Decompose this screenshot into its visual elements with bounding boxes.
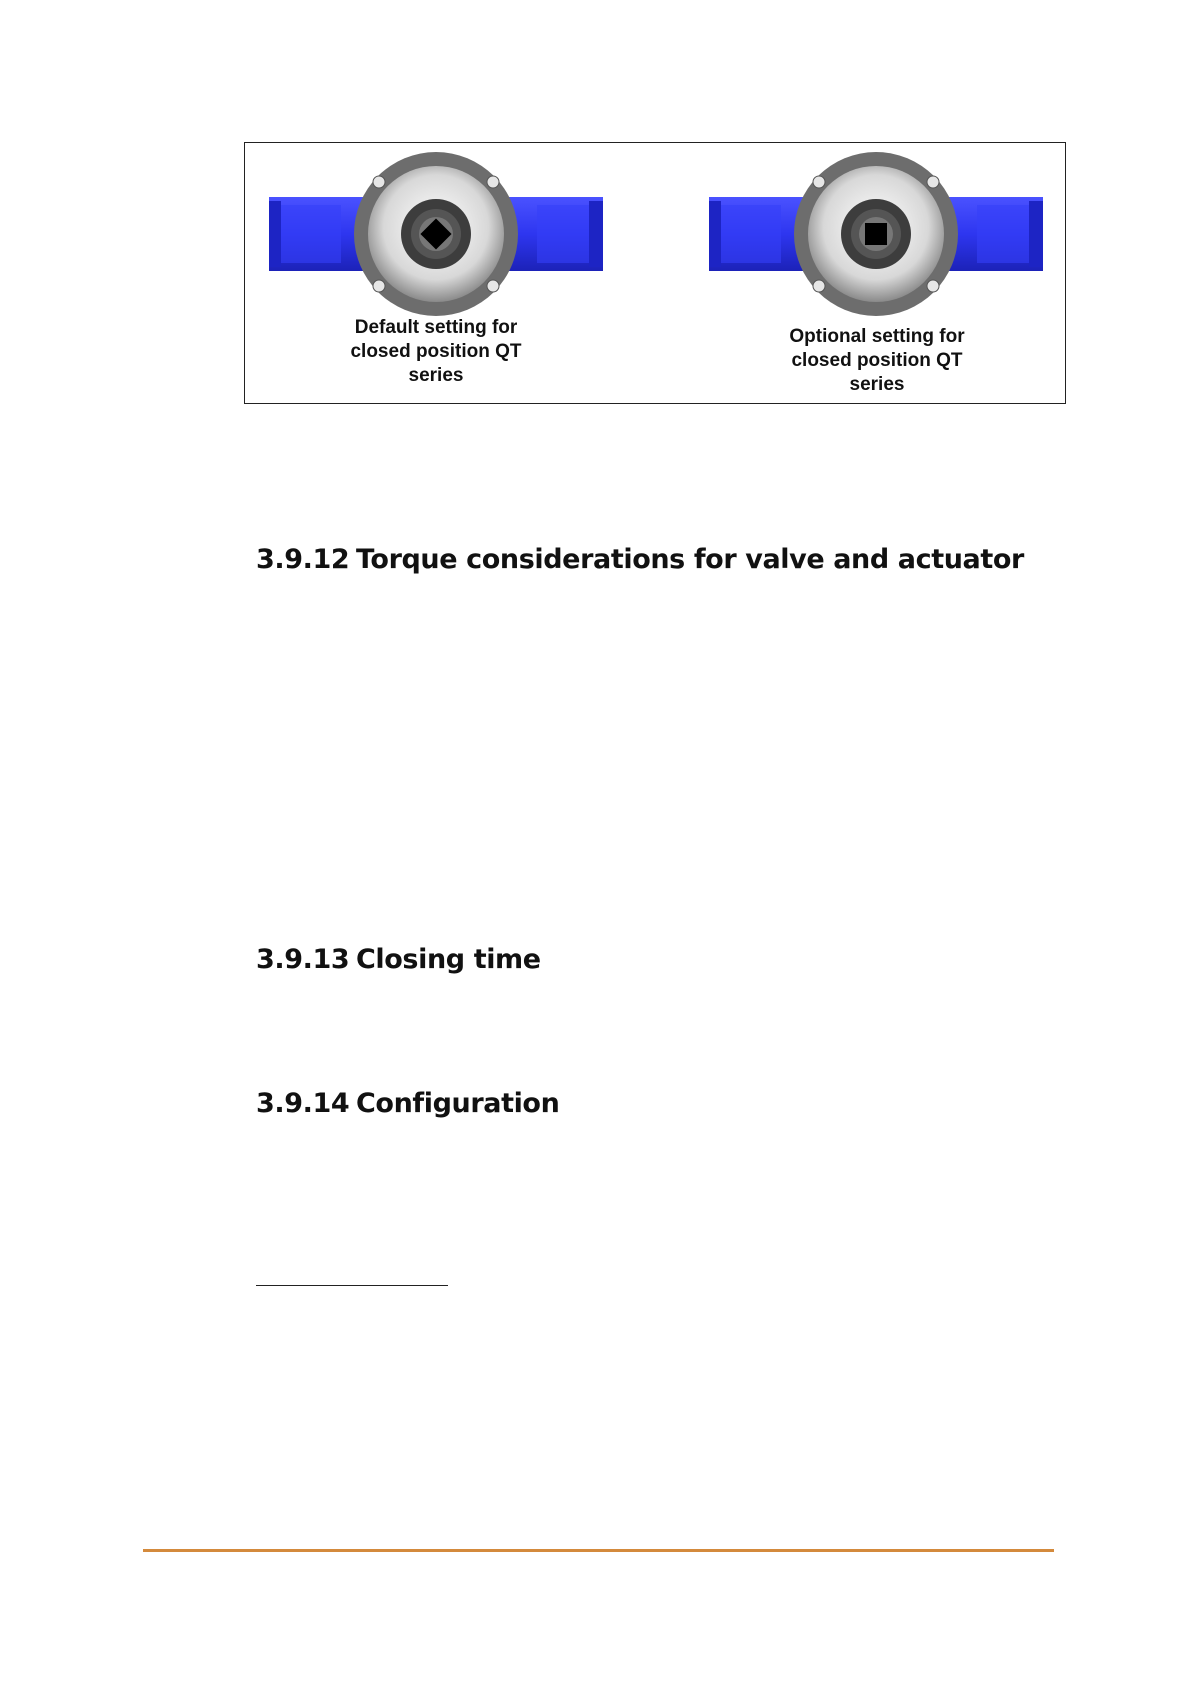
section-number: 3.9.13: [256, 944, 350, 975]
section-number: 3.9.14: [256, 1088, 350, 1119]
caption-default-setting: Default setting for closed position QT series: [350, 317, 522, 386]
figure-frame: [244, 142, 1066, 404]
section-title: Configuration: [356, 1088, 560, 1119]
section-heading-torque: [256, 544, 1024, 575]
actuator-default-image: [267, 149, 605, 319]
caption-optional-setting: Optional setting for closed position QT series: [789, 326, 965, 395]
section-title: Torque considerations for valve and actuator: [356, 544, 1024, 575]
footer-rule: [143, 1549, 1054, 1552]
section-title: Closing time: [356, 944, 541, 975]
section-number: 3.9.12: [256, 544, 350, 575]
section-heading-closing-time: [256, 944, 541, 975]
footnote-separator: [256, 1285, 448, 1286]
section-heading-configuration: [256, 1088, 559, 1119]
actuator-optional-image: [707, 149, 1045, 319]
